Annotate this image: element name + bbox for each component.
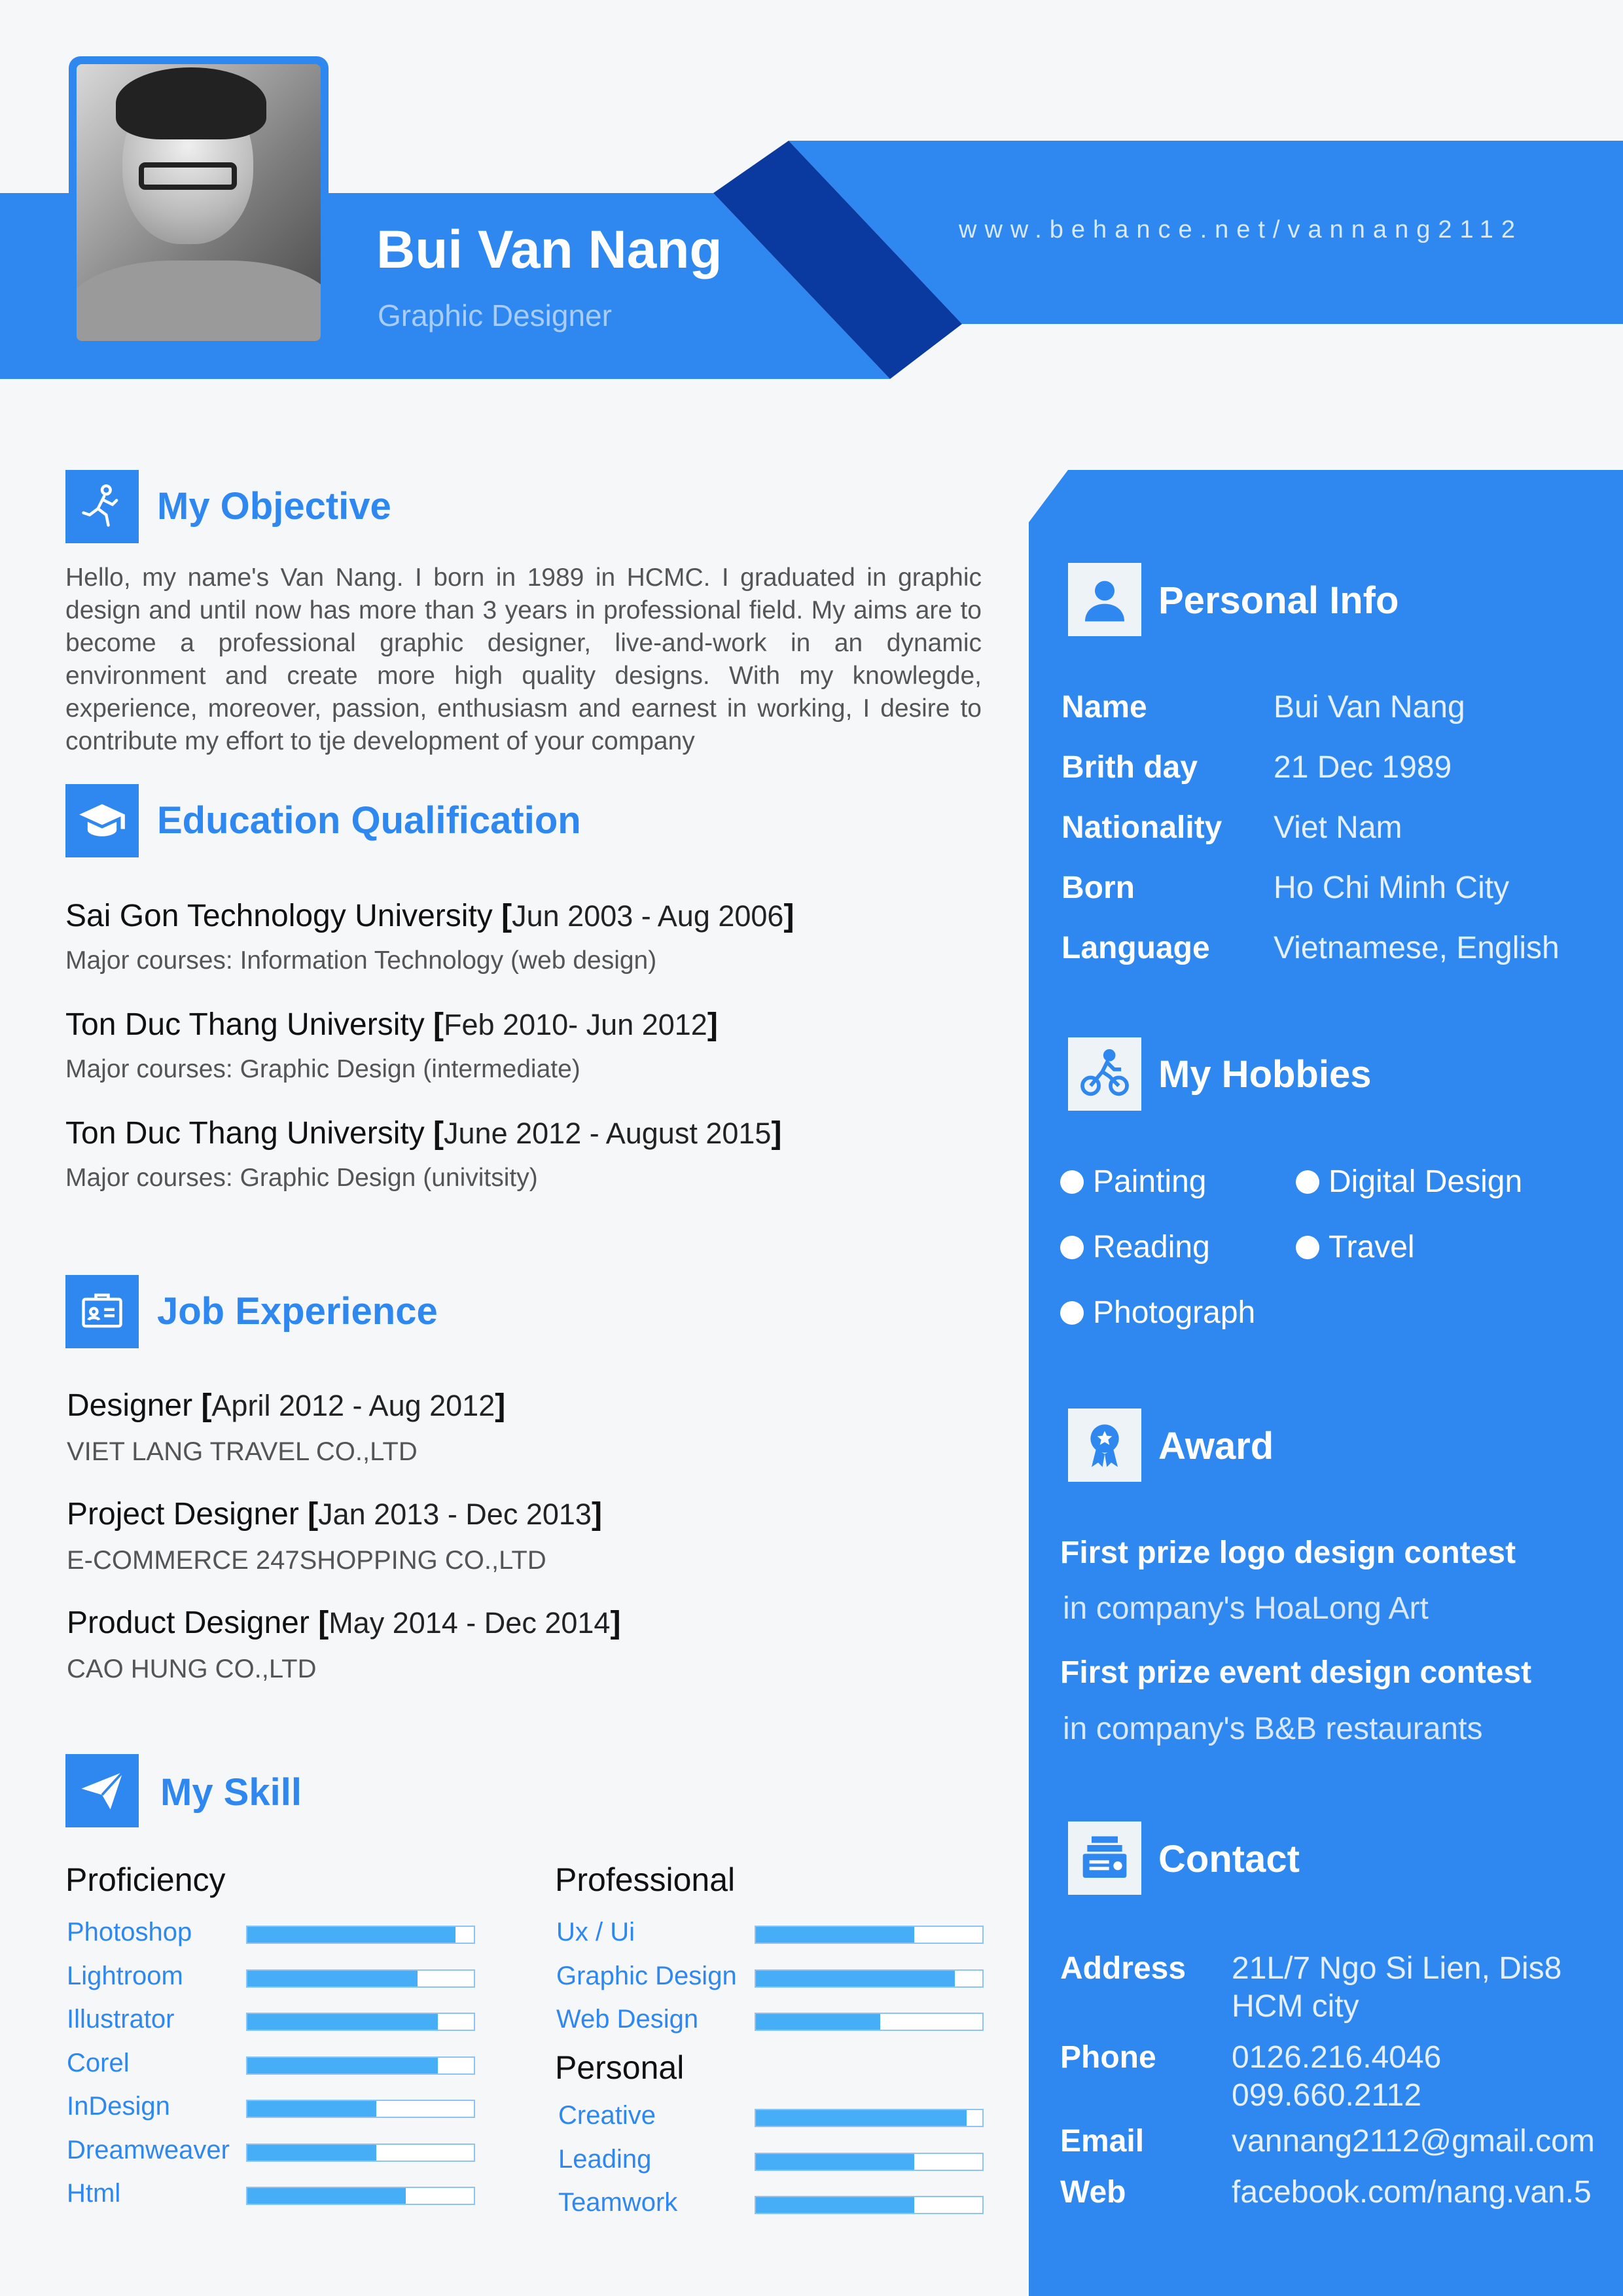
skill-bar bbox=[246, 2013, 475, 2031]
job-title: Job Experience bbox=[157, 1290, 438, 1333]
skill-title: My Skill bbox=[160, 1771, 302, 1814]
paper-plane-icon bbox=[65, 1754, 139, 1827]
education-date: Jun 2003 - Aug 2006 bbox=[512, 899, 784, 933]
hobby-item bbox=[1060, 1229, 1210, 1265]
award-item-title: First prize event design contest bbox=[1060, 1655, 1532, 1690]
skill-bar-fill bbox=[247, 2101, 376, 2117]
info-value-language: Vietnamese, English bbox=[1274, 931, 1560, 965]
candidate-role: Graphic Designer bbox=[378, 298, 612, 332]
hobbies-title: My Hobbies bbox=[1158, 1053, 1372, 1096]
job-date: May 2014 - Dec 2014 bbox=[329, 1606, 611, 1640]
job-date: April 2012 - Aug 2012 bbox=[211, 1389, 495, 1422]
bullet-icon bbox=[1060, 1170, 1084, 1194]
running-person-icon bbox=[65, 470, 139, 543]
award-item-detail: in company's HoaLong Art bbox=[1063, 1591, 1429, 1626]
job-item: Project Designer [Jan 2013 - Dec 2013] bbox=[67, 1497, 602, 1532]
skill-name: Illustrator bbox=[67, 2005, 175, 2034]
skill-bar bbox=[246, 1969, 475, 1988]
skill-bar-fill bbox=[756, 2110, 967, 2126]
contact-address-line2: HCM city bbox=[1232, 1989, 1359, 2024]
profile-photo bbox=[77, 64, 321, 341]
skill-bar bbox=[755, 1926, 984, 1944]
skill-bar-fill bbox=[756, 1971, 955, 1986]
skill-bar-fill bbox=[247, 1971, 418, 1986]
education-item: Sai Gon Technology University [Jun 2003 - Aug 2006] bbox=[65, 899, 794, 933]
hobby-item bbox=[1296, 1229, 1415, 1265]
award-item-detail: in company's B&B restaurants bbox=[1063, 1712, 1483, 1746]
education-title: Education Qualification bbox=[157, 799, 581, 842]
job-position: Product Designer bbox=[67, 1605, 310, 1640]
education-item: Ton Duc Thang University [Feb 2010- Jun 2012] bbox=[65, 1007, 718, 1042]
skill-bar bbox=[246, 2144, 475, 2162]
info-label-language: Language bbox=[1061, 931, 1210, 965]
personal-heading: Personal bbox=[555, 2049, 685, 2086]
website-link[interactable]: www.behance.net/vannang2112 bbox=[959, 216, 1524, 243]
skill-bar-fill bbox=[756, 2014, 880, 2030]
job-position: Designer bbox=[67, 1388, 193, 1423]
contact-address-label: Address bbox=[1060, 1951, 1186, 1986]
skill-bar bbox=[246, 2100, 475, 2118]
skill-bar-fill bbox=[247, 2014, 438, 2030]
skill-name: Graphic Design bbox=[556, 1961, 737, 1990]
bullet-icon bbox=[1060, 1301, 1084, 1325]
info-label-name: Name bbox=[1061, 690, 1147, 725]
hobby-label: Painting bbox=[1093, 1164, 1207, 1199]
objective-title: My Objective bbox=[157, 485, 391, 528]
hobby-item bbox=[1060, 1164, 1206, 1200]
skill-name: Web Design bbox=[556, 2005, 699, 2034]
info-value-born: Ho Chi Minh City bbox=[1274, 870, 1510, 905]
skill-bar-fill bbox=[247, 2145, 376, 2161]
job-company: E-COMMERCE 247SHOPPING CO.,LTD bbox=[67, 1546, 546, 1575]
skill-name: Photoshop bbox=[67, 1918, 192, 1946]
skill-bar bbox=[246, 2187, 475, 2205]
skill-name: Ux / Ui bbox=[556, 1918, 635, 1946]
candidate-name: Bui Van Nang bbox=[376, 220, 722, 279]
objective-text: Hello, my name's Van Nang. I born in 1989 in HCMC. I graduated in graphic design and until now has more than 3 years in professional field. My aims are to become a professional graphic designer, live-and-work in an dynamic environment and create more high quality designs. With my knowlegde, experience, moreover, passion, enthusiasm and earnest in working, I desire to contribute my effort to tje development of your company bbox=[65, 564, 982, 755]
info-value-name: Bui Van Nang bbox=[1274, 690, 1465, 725]
skill-bar bbox=[246, 1926, 475, 1944]
skill-bar-fill bbox=[247, 1927, 455, 1943]
personal-info-title: Personal Info bbox=[1158, 579, 1399, 622]
contact-card-icon bbox=[1068, 1821, 1141, 1895]
contact-address-line1: 21L/7 Ngo Si Lien, Dis8 bbox=[1232, 1951, 1562, 1986]
job-company: VIET LANG TRAVEL CO.,LTD bbox=[67, 1437, 418, 1466]
info-label-nationality: Nationality bbox=[1061, 810, 1222, 845]
contact-title: Contact bbox=[1158, 1838, 1300, 1880]
school-name: Sai Gon Technology University bbox=[65, 899, 493, 933]
hobby-item bbox=[1296, 1164, 1522, 1200]
job-position: Project Designer bbox=[67, 1497, 299, 1532]
skill-bar bbox=[755, 1969, 984, 1988]
skill-name: Html bbox=[67, 2179, 121, 2208]
cyclist-icon bbox=[1068, 1037, 1141, 1111]
professional-heading: Professional bbox=[555, 1861, 736, 1898]
skill-bar-fill bbox=[247, 2188, 406, 2204]
job-company: CAO HUNG CO.,LTD bbox=[67, 1655, 317, 1683]
school-name: Ton Duc Thang University bbox=[65, 1116, 425, 1151]
contact-email[interactable]: vannang2112@gmail.com bbox=[1232, 2124, 1595, 2159]
hobby-label: Travel bbox=[1329, 1230, 1415, 1265]
user-icon bbox=[1068, 563, 1141, 636]
school-name: Ton Duc Thang University bbox=[65, 1007, 425, 1042]
hobby-label: Digital Design bbox=[1329, 1164, 1523, 1199]
skill-bar bbox=[755, 2196, 984, 2214]
skill-name: Leading bbox=[558, 2144, 652, 2174]
contact-phone-line1: 0126.216.4046 bbox=[1232, 2040, 1442, 2075]
bullet-icon bbox=[1296, 1170, 1319, 1194]
education-item: Ton Duc Thang University [June 2012 - August 2015] bbox=[65, 1116, 782, 1151]
info-label-born: Born bbox=[1061, 870, 1135, 905]
skill-bar bbox=[755, 2013, 984, 2031]
contact-web[interactable]: facebook.com/nang.van.5 bbox=[1232, 2175, 1592, 2210]
skill-bar bbox=[755, 2153, 984, 2171]
skill-bar-fill bbox=[756, 2197, 914, 2213]
proficiency-heading: Proficiency bbox=[65, 1861, 226, 1898]
skill-bar-fill bbox=[247, 2058, 438, 2073]
hobby-label: Photograph bbox=[1093, 1295, 1256, 1330]
bullet-icon bbox=[1296, 1236, 1319, 1259]
award-item-title: First prize logo design contest bbox=[1060, 1535, 1516, 1570]
skill-bar bbox=[246, 2056, 475, 2075]
education-courses: Major courses: Information Technology (web design) bbox=[65, 946, 657, 975]
skill-name: Dreamweaver bbox=[67, 2135, 230, 2164]
contact-phone-line2: 099.660.2112 bbox=[1232, 2078, 1422, 2113]
hobby-label: Reading bbox=[1093, 1230, 1210, 1265]
info-label-birthday: Brith day bbox=[1061, 750, 1198, 785]
skill-name: Corel bbox=[67, 2048, 130, 2077]
award-title: Award bbox=[1158, 1425, 1274, 1467]
id-card-icon bbox=[65, 1275, 139, 1348]
skill-bar-fill bbox=[756, 1927, 914, 1943]
skill-name: Teamwork bbox=[558, 2188, 678, 2217]
education-courses: Major courses: Graphic Design (intermediate) bbox=[65, 1055, 580, 1083]
skill-bar bbox=[755, 2109, 984, 2127]
skill-name: Lightroom bbox=[67, 1961, 183, 1990]
education-date: Feb 2010- Jun 2012 bbox=[444, 1008, 707, 1041]
education-courses: Major courses: Graphic Design (univitsity) bbox=[65, 1164, 538, 1192]
skill-bar-fill bbox=[756, 2154, 914, 2170]
contact-phone-label: Phone bbox=[1060, 2040, 1156, 2075]
award-ribbon-icon bbox=[1068, 1408, 1141, 1482]
job-item: Designer [April 2012 - Aug 2012] bbox=[67, 1388, 506, 1423]
contact-web-label: Web bbox=[1060, 2175, 1126, 2210]
bullet-icon bbox=[1060, 1236, 1084, 1259]
education-date: June 2012 - August 2015 bbox=[444, 1117, 772, 1150]
job-item: Product Designer [May 2014 - Dec 2014] bbox=[67, 1605, 621, 1640]
hobby-item bbox=[1060, 1295, 1255, 1331]
contact-email-label: Email bbox=[1060, 2124, 1145, 2159]
profile-photo-frame bbox=[69, 56, 329, 349]
job-date: Jan 2013 - Dec 2013 bbox=[318, 1498, 592, 1531]
info-value-birthday: 21 Dec 1989 bbox=[1274, 750, 1452, 785]
skill-name: Creative bbox=[558, 2101, 656, 2130]
graduation-cap-icon bbox=[65, 784, 139, 857]
skill-name: InDesign bbox=[67, 2092, 170, 2121]
info-value-nationality: Viet Nam bbox=[1274, 810, 1402, 845]
